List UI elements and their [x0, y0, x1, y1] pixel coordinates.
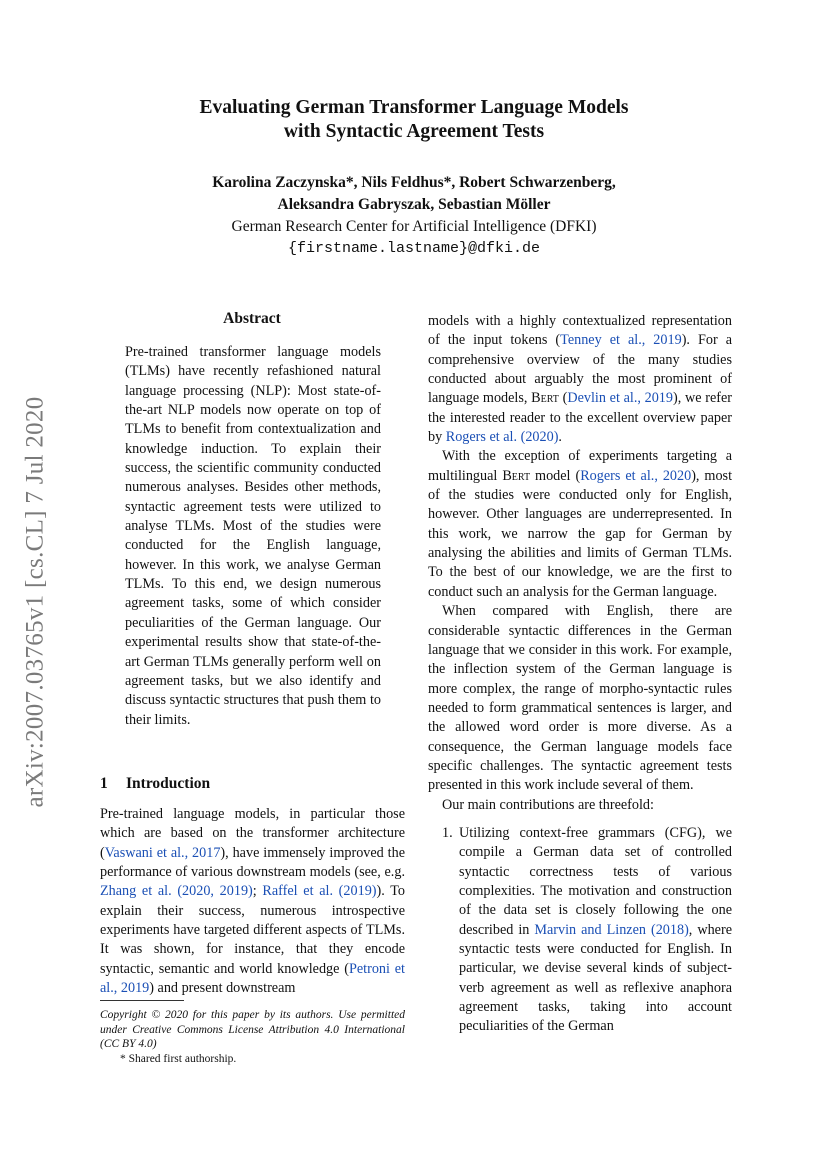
- copyright-notice: Copyright © 2020 for this paper by its authors. Use permitted under Creative Commons License Attribution 4.0 International (CC BY 4.0): [100, 1009, 405, 1050]
- bert-term: Bert: [502, 467, 531, 484]
- author-block: [0, 172, 828, 260]
- abstract-heading: Abstract: [223, 310, 281, 327]
- paragraph-contributions-intro: Our main contributions are threefold:: [442, 796, 654, 813]
- text-run: Pre-trained language models, in particular those which are based on the transformer architecture (: [100, 806, 405, 861]
- title-line-1: Evaluating German Transformer Language Models: [199, 97, 629, 118]
- section-heading-introduction: [100, 775, 210, 793]
- arxiv-stamp: [14, 346, 58, 858]
- section-number: 1: [100, 775, 108, 792]
- list-item: [428, 824, 732, 1037]
- text-run: ). To explain their success, numerous introspective experiments have targeted different aspects of TLMs. It was shown, for instance, that they encode syntactic, semantic and world knowledge (: [100, 883, 405, 977]
- text-run: model (: [530, 467, 581, 484]
- citation-raffel[interactable]: Raffel et al. (2019): [262, 883, 377, 900]
- text-run: ), most of the studies were conducted only for English, however. Other languages are underrepresented. In this work, we narrow the gap for German by analysing the abilities and limits of German TLMs. To the best of our knowledge, we are the first to conduct such an analysis for the German language.: [428, 467, 733, 600]
- text-run: Utilizing context-free grammars (CFG), we compile a German data set of controlled syntactic correctness tests of various complexities. The motivation and construction of the data set is closely following the one described in: [459, 824, 732, 938]
- email: {firstname.lastname}@dfki.de: [287, 240, 541, 257]
- bert-term: Bert: [531, 390, 559, 407]
- text-run: With the exception of experiments targeting a multilingual: [428, 448, 732, 484]
- abstract-text: Pre-trained transformer language models (TLMs) have recently refashioned natural language processing (NLP): Most state-of-the-art NLP models now operate on top of TLMs to benefit from contextualization and knowledge induction. To explain their success, the scientific community conducted numerous analyses. Besides other methods, syntactic agreement tests were utilized to analyse TLMs. Most of the studies were conducted for the English language, however. In this work, we analyse German TLMs. To this end, we design numerous agreement tasks, some of which consider peculiarities of the German language. Our experimental results show that state-of-the-art German TLMs generally perform well on agreement tasks, but we also identify and discuss syntactic structures that push them to their limits.: [125, 344, 381, 728]
- author-gabryszak: Aleksandra Gabryszak: [277, 196, 431, 213]
- title-line-2: with Syntactic Agreement Tests: [283, 121, 545, 142]
- text-run: .: [558, 429, 562, 446]
- text-run: ) and present downstream: [149, 980, 296, 997]
- right-column: [428, 312, 732, 1037]
- citation-rogers[interactable]: Rogers et al. (2020): [445, 429, 559, 446]
- affiliation: German Research Center for Artificial Intelligence (DFKI): [231, 218, 597, 235]
- footnote: [100, 1008, 405, 1066]
- arxiv-stamp-text: arXiv:2007.03765v1 [cs.CL] 7 Jul 2020: [22, 396, 50, 808]
- citation-vaswani[interactable]: Vaswani et al., 2017: [104, 844, 221, 861]
- citation-rogers-2[interactable]: Rogers et al., 2020: [580, 467, 692, 484]
- author-line-2: [0, 194, 828, 216]
- paper-title: [0, 96, 828, 144]
- footnote-rule: [100, 1000, 184, 1001]
- text-run: ), we refer the interested reader to the excellent overview paper by: [428, 390, 732, 446]
- section-title: Introduction: [126, 775, 211, 792]
- text-run: ;: [252, 883, 263, 900]
- text-run: ). For a comprehensive overview of the many studies conducted about arguably the most prominent of language models,: [428, 332, 732, 407]
- citation-devlin[interactable]: Devlin et al., 2019: [567, 390, 673, 407]
- text-run: , where syntactic tests were conducted for English. In particular, we devise several kinds of subject-verb agreement as well as reflexive anaphora agreement tasks, taking into account peculiarities of the German: [459, 921, 732, 1035]
- paragraph-overview: [428, 312, 732, 447]
- text-run: ), have immensely improved the performance of various downstream models (see, e.g.: [100, 844, 405, 881]
- contributions-list: [428, 824, 732, 1037]
- citation-zhang[interactable]: Zhang et al. (2020, 2019): [100, 883, 253, 900]
- paragraph-multilingual: [428, 447, 732, 602]
- author-separator: ,: [430, 196, 439, 213]
- author-moeller: Sebastian Möller: [438, 196, 551, 213]
- list-marker: 1.: [442, 824, 453, 841]
- paragraph-differences: When compared with English, there are considerable syntactic differences in the German language that we consider in this work. For example, the inflection system of the German language is more complex, the range of morpho-syntactic rules needed to form grammatical sentences is larger, and the allowed word order is more diverse. As a consequence, the German language models face specific challenges. The syntactic agreement tests presented in this work include several of them.: [428, 603, 732, 794]
- citation-petroni[interactable]: Petroni et al., 2019: [100, 960, 405, 997]
- shared-authorship-note: * Shared first authorship.: [120, 1052, 237, 1065]
- text-run: models with a highly contextualized representation of the input tokens (: [428, 313, 732, 349]
- author-line-1: Karolina Zaczynska*, Nils Feldhus*, Robert Schwarzenberg,: [212, 174, 616, 191]
- text-run: (: [558, 390, 568, 407]
- intro-paragraph: [100, 805, 405, 998]
- citation-tenney[interactable]: Tenney et al., 2019: [560, 332, 682, 349]
- citation-marvin-linzen[interactable]: Marvin and Linzen (2018): [534, 921, 689, 938]
